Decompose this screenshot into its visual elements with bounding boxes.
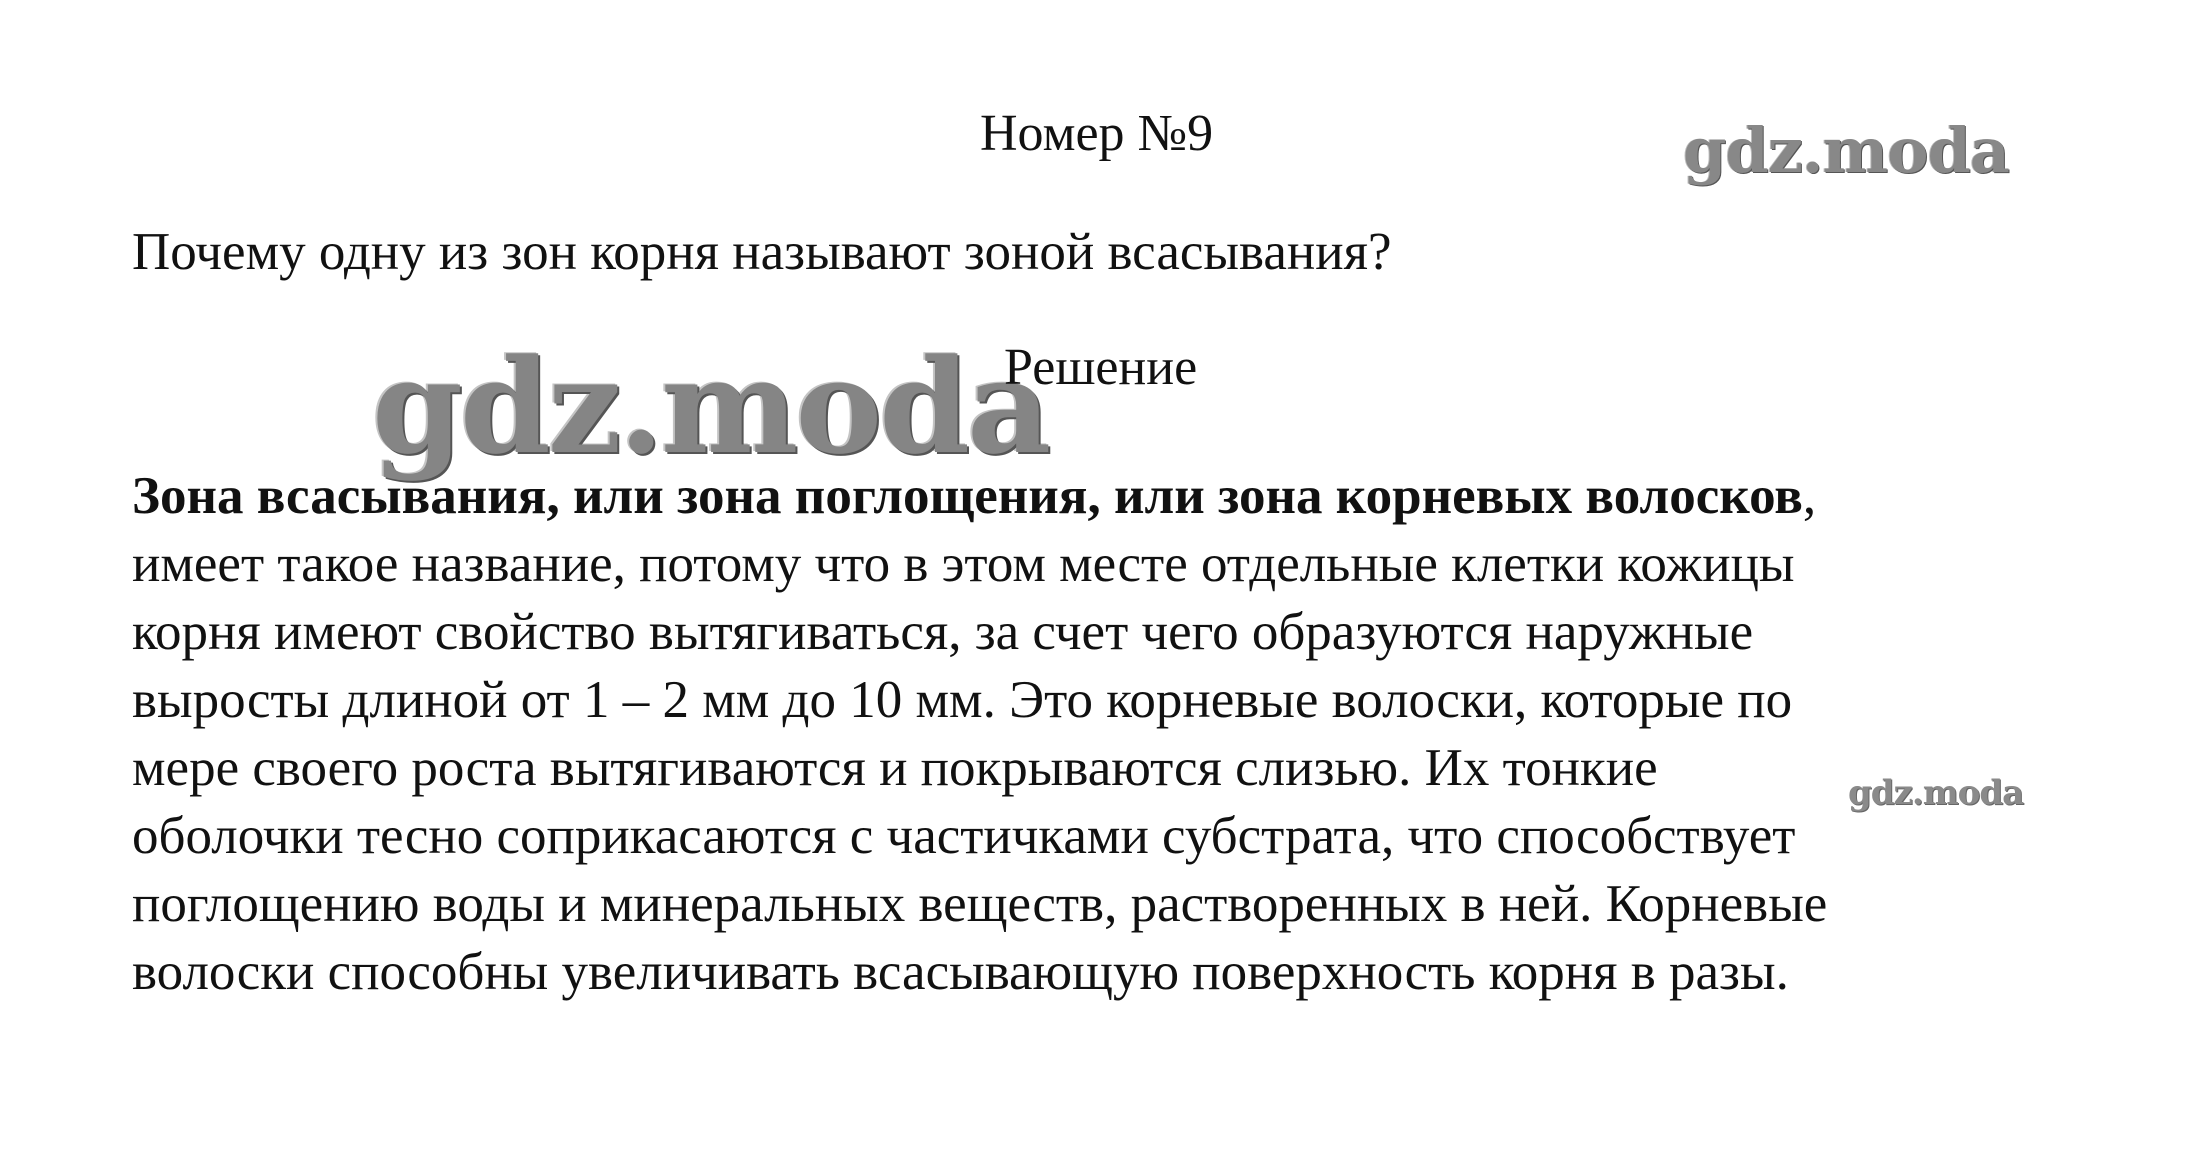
question-text: Почему одну из зон корня называют зоной всасывания? (132, 223, 1392, 281)
watermark-logo-large: gdz.moda (372, 330, 1049, 483)
watermark-logo-small: gdz.moda (1848, 773, 2024, 813)
answer-line: мере своего роста вытягиваются и покрываются слизью. Их тонкие (132, 739, 1658, 797)
answer-line: поглощению воды и минеральных веществ, растворенных в ней. Корневые (132, 875, 1828, 933)
answer-body (132, 462, 2132, 1006)
answer-line: имеет такое название, потому что в этом месте отдельные клетки кожицы (132, 535, 1795, 593)
answer-lead-suffix: , (1802, 467, 1817, 525)
answer-line: волоски способны увеличивать всасывающую поверхность корня в разы. (132, 943, 1789, 1001)
answer-line: оболочки тесно соприкасаются с частичками субстрата, что способствует (132, 807, 1796, 865)
answer-line: корня имеют свойство вытягиваться, за счет чего образуются наружные (132, 603, 1754, 661)
solution-heading: Решение (1004, 339, 1198, 396)
answer-line: выросты длиной от 1 – 2 мм до 10 мм. Это корневые волоски, которые по (132, 671, 1793, 729)
answer-bold-lead: Зона всасывания, или зона поглощения, или зона корневых волосков (132, 467, 1803, 525)
answer-line-1 (132, 462, 2132, 530)
watermark-logo-top: gdz.moda (1683, 114, 2009, 187)
page-title: Номер №9 (980, 105, 1214, 162)
